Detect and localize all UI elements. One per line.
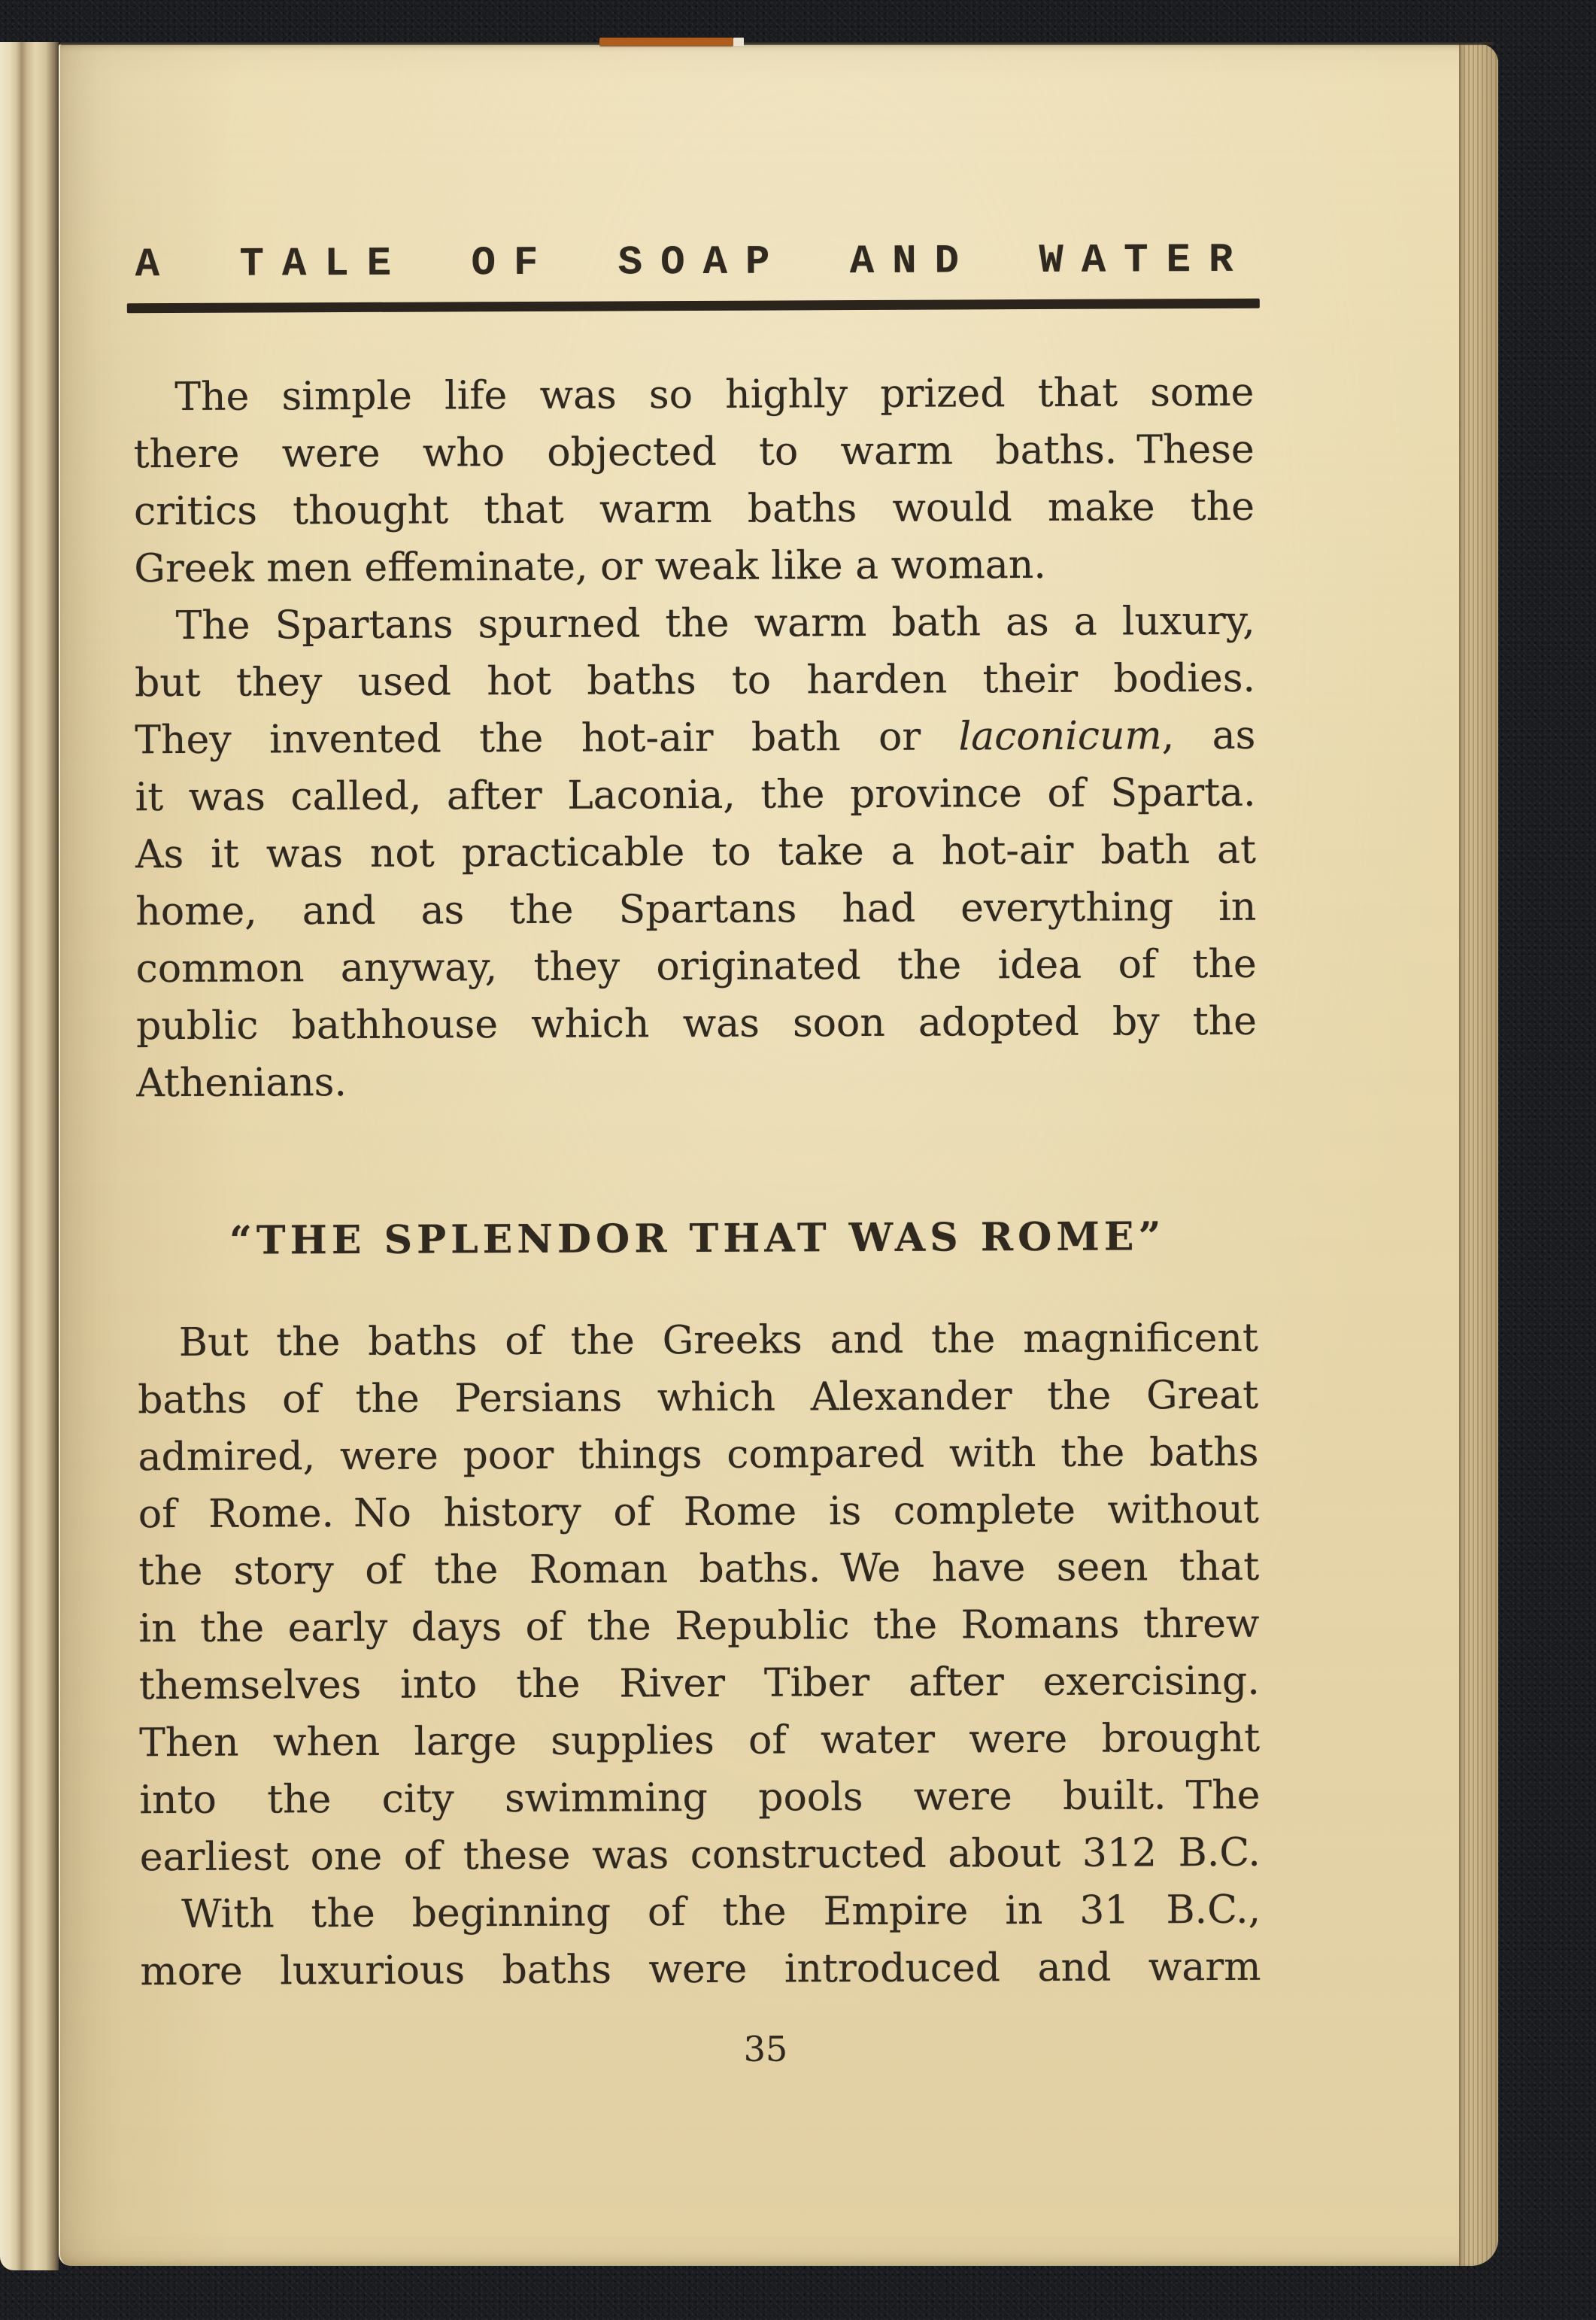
page-stack-edge — [1459, 44, 1498, 2266]
text-line — [134, 536, 1255, 598]
running-head: A TALE OF SOAP AND WATER — [135, 237, 1252, 289]
text-run: of Rome. No history of Rome is complete without — [138, 1486, 1259, 1538]
page-number: 35 — [743, 2028, 788, 2069]
text-run: in the early days of the Republic the Romans threw — [138, 1601, 1260, 1652]
paragraph — [135, 593, 1258, 1112]
paragraph — [133, 364, 1255, 597]
body-text-top — [133, 364, 1257, 1112]
text-line — [134, 478, 1255, 541]
header-rule — [127, 299, 1260, 314]
text-run: earliest one of these was constructed about 312 B.C. — [139, 1830, 1261, 1881]
text-line — [138, 1596, 1259, 1658]
text-line — [136, 993, 1257, 1055]
text-run: Greek men effeminate, or weak like a woman. — [134, 542, 1046, 592]
paragraph — [140, 1881, 1261, 2000]
text-run: With the beginning of the Empire in 31 B.C., — [181, 1887, 1261, 1937]
text-line — [135, 707, 1255, 770]
text-line — [139, 1653, 1260, 1715]
text-line — [140, 1939, 1261, 2001]
text-line — [140, 1881, 1261, 1944]
text-run: Then when large supplies of water were brought — [139, 1715, 1261, 1766]
text-line — [139, 1767, 1260, 1830]
text-line — [138, 1481, 1259, 1544]
text-run: admired, were poor things compared with the baths — [138, 1429, 1259, 1480]
facing-page-edge — [0, 42, 59, 2270]
text-line — [133, 364, 1254, 427]
text-line — [135, 879, 1256, 941]
italic-term: laconicum — [958, 713, 1162, 760]
text-line — [139, 1710, 1260, 1772]
text-run: They invented the hot-air bath or — [135, 714, 959, 764]
text-line — [138, 1538, 1259, 1601]
body-text-bottom — [138, 1310, 1261, 2000]
text-run: Athenians. — [136, 1060, 347, 1107]
section-heading: “THE SPLENDOR THAT WAS ROME” — [229, 1213, 1166, 1264]
text-line — [135, 821, 1256, 884]
orange-bookmark-sliver — [599, 38, 733, 46]
text-run: , as — [1161, 712, 1256, 759]
text-run: it was called, after Laconia, the province of Sparta. — [135, 770, 1256, 821]
text-line — [134, 421, 1255, 484]
text-line — [136, 1050, 1257, 1113]
text-run: public bathhouse which was soon adopted by the — [135, 998, 1258, 1049]
text-run: common anyway, they originated the idea of the — [135, 941, 1257, 992]
page-text — [132, 41, 1261, 2073]
text-run: themselves into the River Tiber after exercising. — [138, 1658, 1260, 1709]
text-run: The simple life was so highly prized that some — [174, 369, 1255, 421]
text-line — [135, 936, 1256, 998]
text-run: As it was not practicable to take a hot-air bath at — [135, 827, 1257, 878]
text-run: more luxurious baths were introduced and warm — [140, 1944, 1261, 1995]
text-line — [135, 593, 1255, 655]
text-run: the story of the Roman baths. We have seen that — [138, 1544, 1260, 1595]
text-run: home, and as the Spartans had everything in — [135, 884, 1257, 935]
text-run: baths of the Persians which Alexander the Great — [138, 1372, 1259, 1423]
text-run: But the baths of the Greeks and the magnificent — [178, 1315, 1258, 1366]
text-run: into the city swimming pools were built. The — [139, 1772, 1261, 1824]
text-run: but they used hot baths to harden their bodies. — [134, 655, 1256, 706]
book-page — [59, 44, 1498, 2266]
text-line — [138, 1424, 1258, 1486]
text-run: The Spartans spurned the warm bath as a luxury, — [175, 598, 1255, 649]
text-line — [138, 1310, 1258, 1372]
paragraph — [138, 1310, 1261, 1886]
text-line — [138, 1367, 1258, 1429]
text-run: there were who objected to warm baths. These — [133, 427, 1255, 478]
text-run: critics thought that warm baths would make the — [133, 484, 1255, 535]
paper-chip — [733, 38, 744, 46]
text-line — [135, 764, 1255, 827]
text-line — [135, 650, 1255, 712]
text-line — [140, 1824, 1261, 1887]
